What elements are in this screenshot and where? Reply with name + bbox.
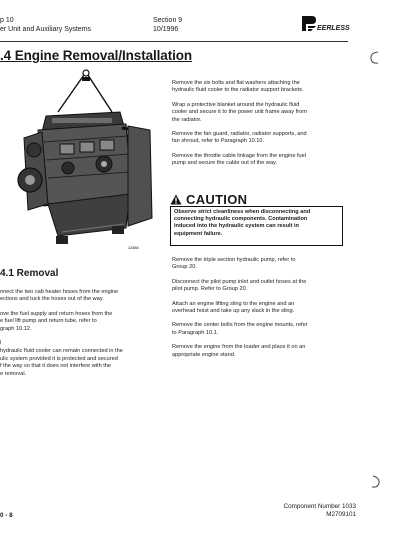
left-column-body bbox=[0, 289, 165, 378]
step-remove-throttle-linkage: Remove the throttle cable linkage from the engine fuel pump and secure the cable out of the way. bbox=[172, 152, 307, 167]
component-code: M2709101 bbox=[326, 511, 356, 518]
chapter-number: p 10 bbox=[0, 17, 14, 24]
header-rule bbox=[0, 41, 348, 42]
caution-header bbox=[170, 192, 247, 207]
component-info bbox=[266, 503, 356, 519]
brand-logo bbox=[301, 15, 350, 32]
step-remove-mount-bolts: Remove the center bolts from the engine mounts, refer to Paragraph 10.1. bbox=[172, 322, 308, 336]
removal-heading: 4.1 Removal bbox=[0, 268, 59, 279]
step-remove-fuel-hoses: ove the fuel supply and return hoses from the e fuel lift pump and return tube, refer to graph 10.12. bbox=[0, 310, 113, 332]
step-disconnect-pilot-pump: Disconnect the pilot pump inlet and outlet hoses at the pilot pump. Refer to Group 20. bbox=[172, 278, 307, 293]
figure-number: 12888 bbox=[128, 246, 139, 250]
step-disconnect-heater-hoses: nnect the two cab heater hoses from the engine ections and tuck the hoses out of the way. bbox=[0, 289, 119, 303]
chapter-subject: er Unit and Auxiliary Systems bbox=[0, 26, 92, 33]
engine-illustration bbox=[8, 68, 158, 258]
page-number: 0 - 8 bbox=[0, 512, 13, 519]
caution-box bbox=[170, 206, 343, 246]
step-wrap-cooler: Wrap a protective blanket around the hydraulic fluid cooler and secure it to the power unit frame away from the radiator. bbox=[172, 101, 307, 123]
chapter-header bbox=[0, 16, 91, 34]
note-label: l bbox=[0, 340, 2, 347]
step-attach-lifting-sling: Attach an engine lifting sling to the engine and an overhead hoist and take up any slack in the sling. bbox=[172, 300, 295, 315]
section-title: .4 Engine Removal/Installation bbox=[0, 48, 193, 63]
engine-drawing-icon bbox=[8, 68, 158, 258]
caution-text: Observe strict cleanliness when disconnecting and connecting hydraulic components. Contamination induced into the hydraulic system can result in equipment failure. bbox=[174, 209, 311, 237]
section-date: 10/1996 bbox=[153, 26, 179, 33]
section-header bbox=[153, 16, 182, 34]
caution-label: CAUTION bbox=[186, 192, 248, 207]
note-cooler-connection: hydraulic fluid cooler can remain connected in the ulic system provided it is protected and secured f the way so that it does not interfere with the e removal. bbox=[0, 348, 123, 377]
warning-triangle-icon bbox=[170, 194, 182, 205]
binding-hole-icon bbox=[370, 474, 382, 490]
step-remove-engine: Remove the engine from the loader and place it on an appropriate engine stand. bbox=[172, 344, 306, 358]
binding-hole-top bbox=[368, 50, 382, 71]
right-column-top bbox=[172, 80, 352, 168]
section-number: Section 9 bbox=[153, 17, 183, 24]
right-column-bottom bbox=[172, 257, 352, 359]
binding-hole-bottom bbox=[370, 474, 382, 495]
step-remove-hydraulic-pump: Remove the triple section hydraulic pump, refer to Group 20. bbox=[172, 257, 296, 271]
step-remove-fan-guard: Remove the fan guard, radiator, radiator supports, and fan shroud, refer to Paragraph 10.10. bbox=[172, 131, 307, 145]
brand-mark-icon bbox=[301, 15, 317, 32]
step-remove-cooler-bolts: Remove the six bolts and flat washers attaching the hydraulic fluid cooler to the radiator support brackets. bbox=[172, 80, 304, 94]
binding-hole-icon bbox=[368, 50, 382, 66]
brand-name: EERLESS bbox=[317, 25, 350, 32]
component-number: Component Number 1033 bbox=[283, 503, 356, 510]
